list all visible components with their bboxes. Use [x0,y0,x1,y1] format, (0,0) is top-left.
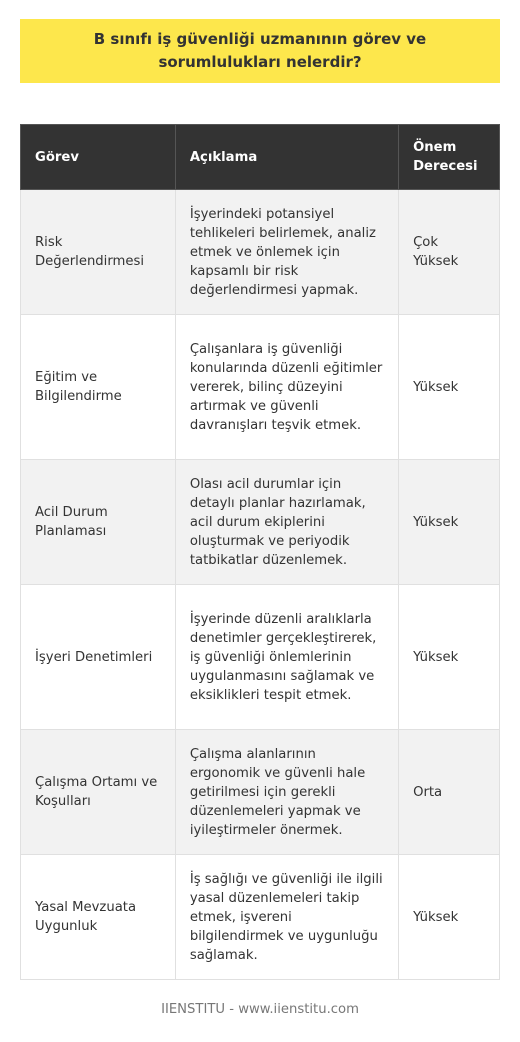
table-row [21,730,500,855]
cell-aciklama: İşyerindeki potansiyel tehlikeleri belirlemek, analiz etmek ve önlemek için kapsamlı bir risk değerlendirmesi yapmak. [175,190,398,315]
cell-aciklama: Olası acil durumlar için detaylı planlar hazırlamak, acil durum ekiplerini oluşturmak ve periyodik tatbikatlar düzenlemek. [175,460,398,585]
cell-onem: Yüksek [399,460,500,585]
cell-onem: Orta [399,730,500,855]
table-header [21,125,500,190]
cell-gorev: Acil Durum Planlaması [21,460,176,585]
cell-aciklama: İşyerinde düzenli aralıklarla denetimler gerçekleştirerek, iş güvenliği önlemlerinin uygulanmasını sağlamak ve eksiklikleri tespit etmek. [175,585,398,730]
page-title: B sınıfı iş güvenliği uzmanının görev ve sorumlulukları nelerdir? [93,30,427,71]
header-aciklama: Açıklama [175,125,398,190]
cell-onem: Yüksek [399,585,500,730]
footer-credit: IIENSTITU - www.iienstitu.com [161,1002,359,1017]
header-onem-derecesi: Önem Derecesi [399,125,500,190]
table-row [21,855,500,980]
cell-aciklama: Çalışanlara iş güvenliği konularında düzenli eğitimler vererek, bilinç düzeyini artırmak ve güvenli davranışları teşvik etmek. [175,315,398,460]
cell-onem: Çok Yüksek [399,190,500,315]
cell-gorev: Eğitim ve Bilgilendirme [21,315,176,460]
cell-aciklama: İş sağlığı ve güvenliği ile ilgili yasal düzenlemeleri takip etmek, işvereni bilgilendirmek ve uygunluğu sağlamak. [175,855,398,980]
table-row [21,315,500,460]
cell-onem: Yüksek [399,315,500,460]
cell-gorev: Yasal Mevzuata Uygunluk [21,855,176,980]
cell-gorev: Çalışma Ortamı ve Koşulları [21,730,176,855]
table-row [21,460,500,585]
header-row [21,125,500,190]
duties-table [20,124,500,980]
cell-aciklama: Çalışma alanlarının ergonomik ve güvenli hale getirilmesi için gerekli düzenlemeleri yapmak ve iyileştirmeler önermek. [175,730,398,855]
cell-gorev: İşyeri Denetimleri [21,585,176,730]
table-row [21,190,500,315]
cell-gorev: Risk Değerlendirmesi [21,190,176,315]
table-body [21,190,500,980]
table-row [21,585,500,730]
cell-onem: Yüksek [399,855,500,980]
header-gorev: Görev [21,125,176,190]
page-title-banner [20,19,500,83]
